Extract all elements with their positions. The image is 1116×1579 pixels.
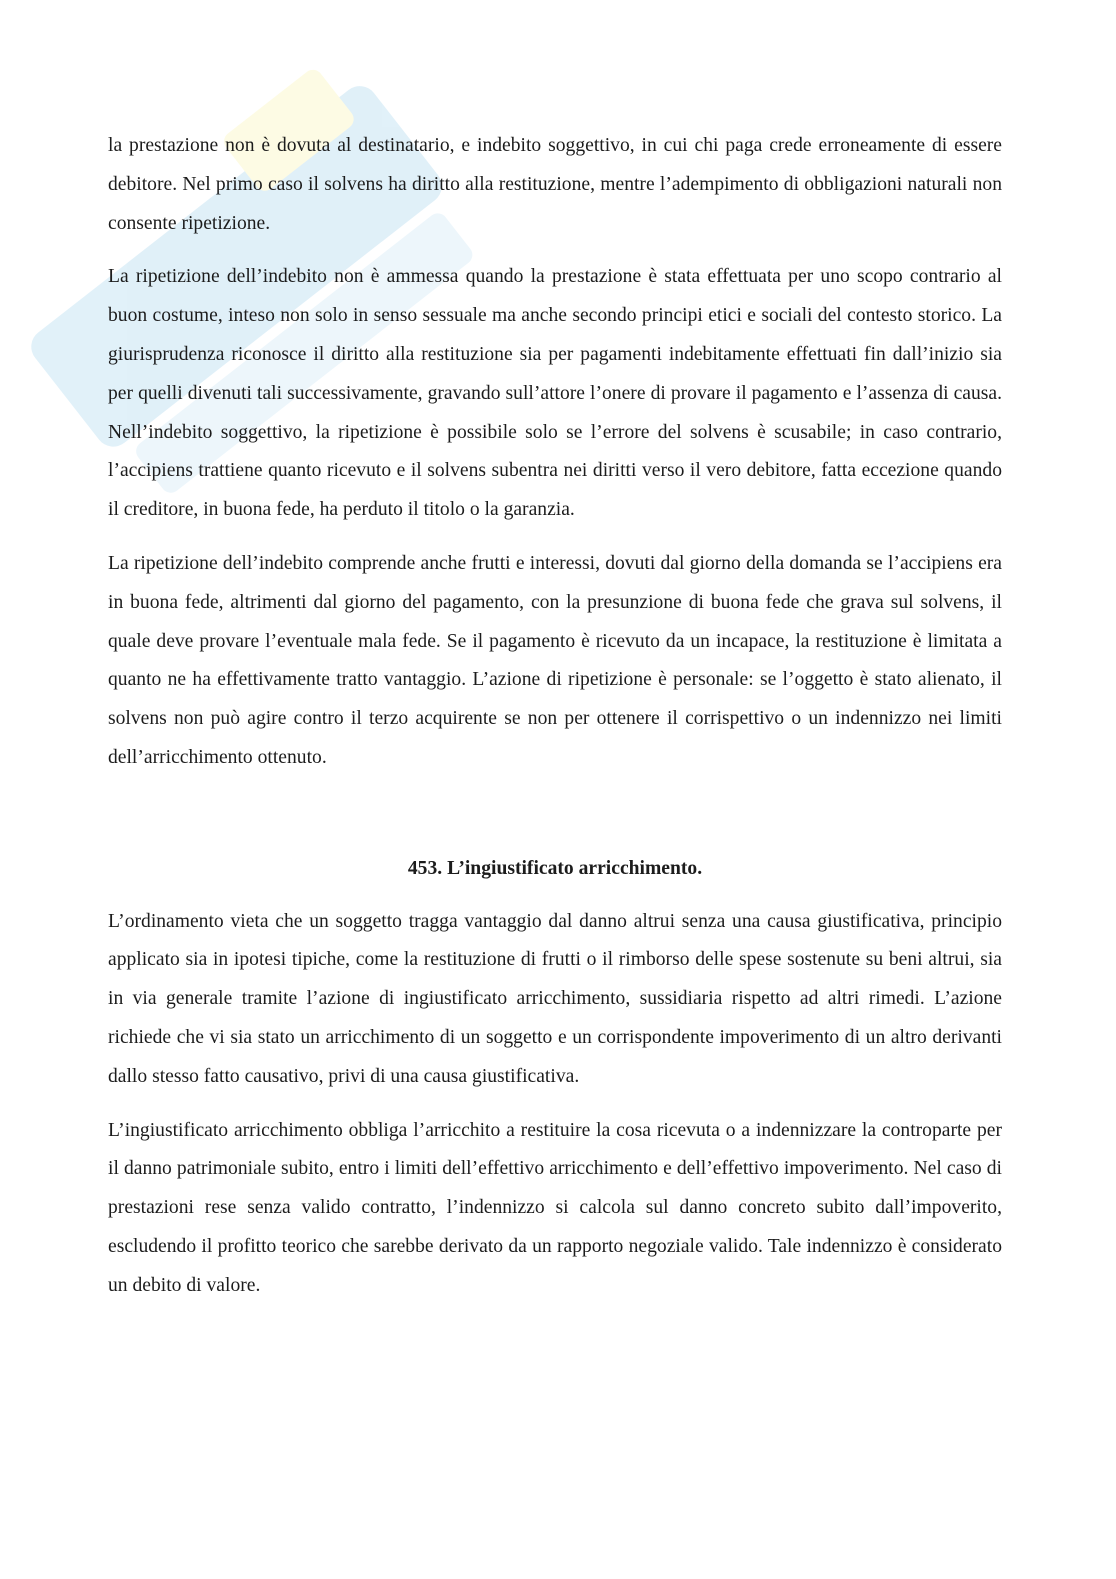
paragraph-2: La ripetizione dell’indebito non è ammessa quando la prestazione è stata effettuata per uno scopo contrario al buon costume, inteso non solo in senso sessuale ma anche secondo principi etici e sociali del contesto storico. La giurisprudenza riconosce il diritto alla restituzione sia per pagamenti indebitamente effettuati fin dall’inizio sia per quelli divenuti tali successivamente, gravando sull’attore l’onere di provare il pagamento e l’assenza di causa. Nell’indebito soggettivo, la ripetizione è possibile solo se l’errore del solvens è scusabile; in caso contrario, l’accipiens trattiene quanto ricevuto e il solvens subentra nei diritti verso il vero debitore, fatta eccezione quando il creditore, in buona fede, ha perduto il titolo o la garanzia. [108,266,1002,521]
section-heading: 453. L’ingiustificato arricchimento. [407,857,703,879]
document-body [108,127,1002,1321]
paragraph-1: la prestazione non è dovuta al destinatario, e indebito soggettivo, in cui chi paga crede erroneamente di essere debitore. Nel primo caso il solvens ha diritto alla restituzione, mentre l’adempimento di obbligazioni naturali non consente ripetizione. [108,135,1002,234]
paragraph-5: L’ingiustificato arricchimento obbliga l’arricchito a restituire la cosa ricevuta o a indennizzare la controparte per il danno patrimoniale subito, entro i limiti dell’effettivo arricchimento e dell’effettivo impoverimento. Nel caso di prestazioni rese senza valido contratto, l’indennizzo si calcola sul danno concreto subito dall’impoverito, escludendo il profitto teorico che sarebbe derivato da un rapporto negoziale valido. Tale indennizzo è considerato un debito di valore. [108,1119,1002,1296]
paragraph-4: L’ordinamento vieta che un soggetto tragga vantaggio dal danno altrui senza una causa giustificativa, principio applicato sia in ipotesi tipiche, come la restituzione di frutti o il rimborso delle spese sostenute su beni altrui, sia in via generale tramite l’azione di ingiustificato arricchimento, sussidiaria rispetto ad altri rimedi. L’azione richiede che vi sia stato un arricchimento di un soggetto e un corrispondente impoverimento di un altro derivanti dallo stesso fatto causativo, privi di una causa giustificativa. [108,910,1002,1087]
paragraph-3: La ripetizione dell’indebito comprende anche frutti e interessi, dovuti dal giorno della domanda se l’accipiens era in buona fede, altrimenti dal giorno del pagamento, con la presunzione di buona fede che grava sul solvens, il quale deve provare l’eventuale mala fede. Se il pagamento è ricevuto da un incapace, la restituzione è limitata a quanto ne ha effettivamente tratto vantaggio. L’azione di ripetizione è personale: se l’oggetto è stato alienato, il solvens non può agire contro il terzo acquirente se non per ottenere il corrispettivo o un indennizzo nei limiti dell’arricchimento ottenuto. [108,552,1002,768]
